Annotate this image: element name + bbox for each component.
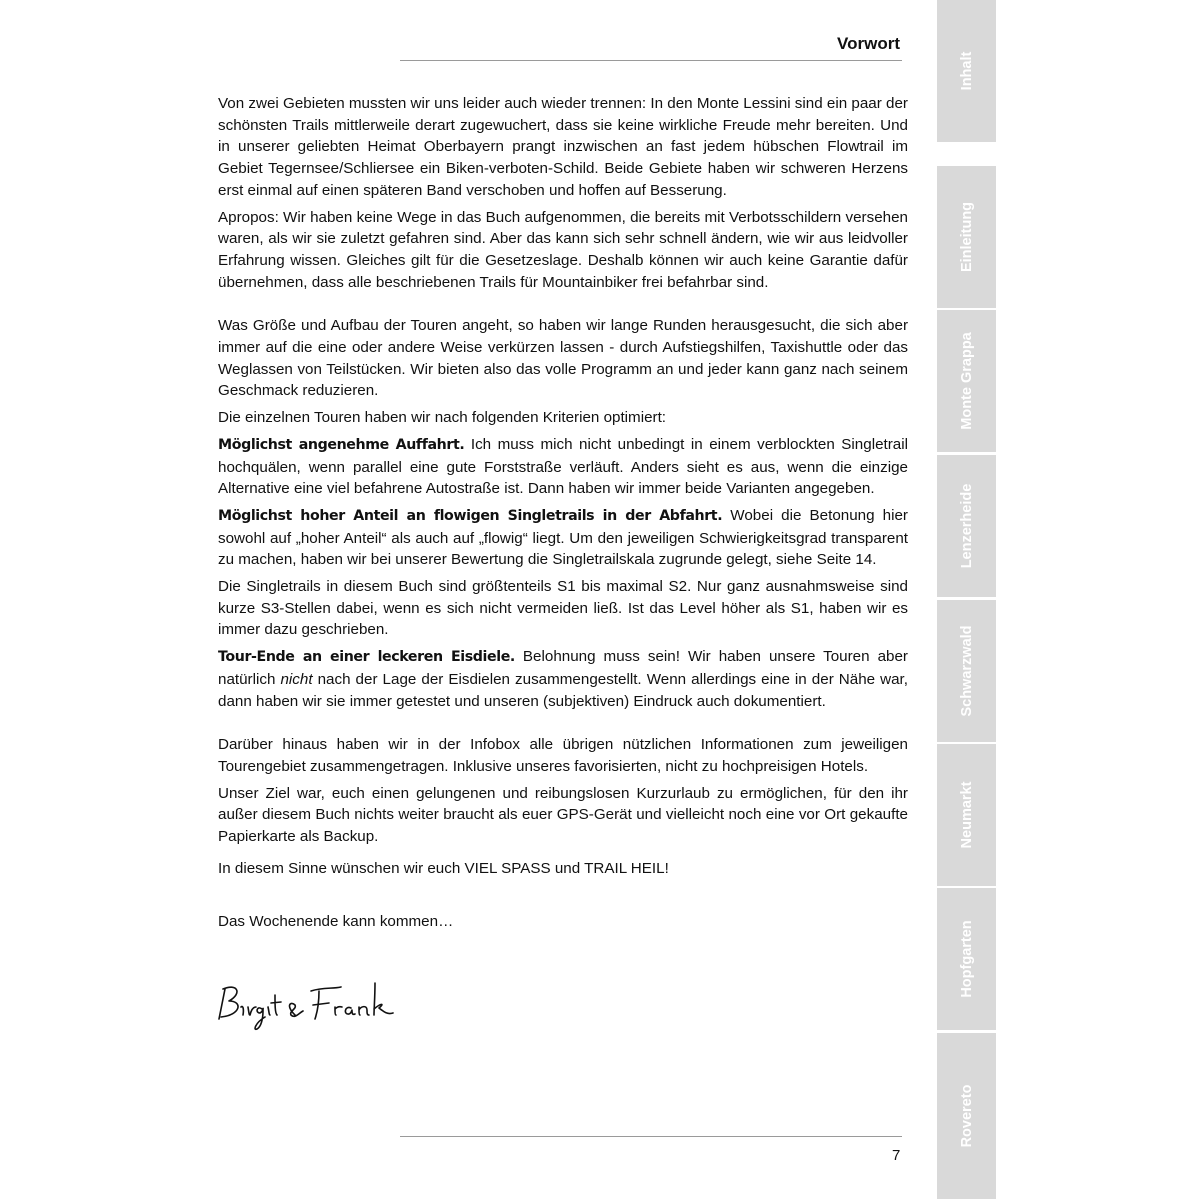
sidebar-tab-hopfgarten[interactable] — [937, 888, 996, 1031]
paragraph: Unser Ziel war, euch einen gelungenen und reibungslosen Kurzurlaub zu ermöglichen, für den ihr außer diesem Buch nichts weiter braucht als euer GPS-Gerät und vielleicht noch eine vor Ort gekaufte Papierkarte als Backup. — [218, 784, 908, 846]
criterion-heading: Möglichst hoher Anteil an flowigen Singletrails in der Abfahrt. — [218, 507, 723, 524]
sidebar-tab-label: Rovereto — [958, 1084, 975, 1148]
sidebar-tab-neumarkt[interactable] — [937, 744, 996, 887]
paragraph: Die einzelnen Touren haben wir nach folgenden Kriterien optimiert: — [218, 409, 667, 427]
paragraph: Das Wochenende kann kommen… — [218, 912, 454, 930]
sidebar-tab-label: Lenzerheide — [958, 483, 975, 569]
sidebar-tab-label: Hopfgarten — [958, 920, 975, 998]
chapter-sidebar — [937, 0, 996, 1200]
paragraph — [218, 646, 908, 712]
paragraph: In diesem Sinne wünschen wir euch VIEL SPASS und TRAIL HEIL! — [218, 859, 669, 877]
criterion-text: Ich muss mich nicht unbedingt in einem verblockten Singletrail hochquälen, wenn parallel eine gute Forststraße verläuft. Anders sieht es aus, wenn die einzige Alternative eine viel befahrene Autostraße ist. Dann haben wir immer beide Varianten angegeben. — [218, 435, 908, 498]
paragraph: Was Größe und Aufbau der Touren angeht, so haben wir lange Runden herausgesucht, die sich aber immer auf die eine oder andere Weise verkürzen lassen - durch Aufstiegshilfen, Taxishuttle oder das Weglassen von Teilstücken. Wir bieten also das volle Programm an und jeder kann ganz nach seinem Geschmack reduzieren. — [218, 317, 908, 400]
sidebar-tab-label: Inhalt — [958, 51, 975, 91]
paragraph: Apropos: Wir haben keine Wege in das Buch aufgenommen, die bereits mit Verbotsschildern versehen waren, als wir sie zuletzt gefahren sind. Aber das kann sich sehr schnell ändern, wie wir aus leidvoller Erfahrung wissen. Gleiches gilt für die Gesetzeslage. Deshalb können wir auch keine Garantie dafür übernehmen, dass alle beschriebenen Trails für Mountainbiker frei befahrbar sind. — [218, 208, 908, 291]
page-header-title: Vorwort — [837, 34, 900, 53]
header-rule — [400, 60, 902, 61]
paragraph: Die Singletrails in diesem Buch sind größtenteils S1 bis maximal S2. Nur ganz ausnahmsweise sind kurze S3-Stellen dabei, wenn es sich nicht vermeiden ließ. Ist das Level höher als S1, haben wir es immer dazu geschrieben. — [218, 578, 908, 639]
criterion-text: nach der Lage der Eisdielen zusammengestellt. Wenn allerdings eine in der Nähe war, dann haben wir sie immer getestet und unseren (subjektiven) Eindruck auch dokumentiert. — [218, 670, 908, 710]
sidebar-tab-label: Einleitung — [958, 201, 975, 273]
criterion-heading: Möglichst angenehme Auffahrt. — [218, 436, 465, 453]
signature-image — [215, 975, 415, 1035]
page-number: 7 — [892, 1147, 901, 1164]
sidebar-tab-schwarzwald[interactable] — [937, 600, 996, 743]
sidebar-tab-label: Neumarkt — [958, 781, 975, 849]
emphasis-text: nicht — [280, 670, 313, 688]
body-text — [218, 93, 908, 937]
criterion-text: Wobei die Betonung hier sowohl auf „hoher Anteil“ als auch auf „flowig“ liegt. Um den jeweiligen Schwierigkeitsgrad transparent zu machen, haben wir bei unserer Bewertung die Singletrailskala zugrunde gelegt, siehe Seite 14. — [218, 506, 908, 569]
sidebar-tab-rovereto[interactable] — [937, 1033, 996, 1200]
sidebar-tab-einleitung[interactable] — [937, 166, 996, 309]
paragraph: Darüber hinaus haben wir in der Infobox alle übrigen nützlichen Informationen zum jeweiligen Tourengebiet zusammengetragen. Inklusive unseres favorisierten, nicht zu hochpreisigen Hotels. — [218, 736, 908, 775]
sidebar-tab-lenzerheide[interactable] — [937, 455, 996, 598]
sidebar-tab-label: Schwarzwald — [958, 625, 975, 717]
sidebar-tab-inhalt[interactable] — [937, 0, 996, 143]
paragraph: Von zwei Gebieten mussten wir uns leider auch wieder trennen: In den Monte Lessini sind ein paar der schönsten Trails mittlerweile derart zugewuchert, dass sie keine wirkliche Freude mehr bereiten. Und in unserer geliebten Heimat Oberbayern prangt inzwischen an fast jedem hübschen Flowtrail im Gebiet Tegernsee/Schliersee ein Biken-verboten-Schild. Beide Gebiete haben wir schweren Herzens erst einmal auf einen späteren Band verschoben und hoffen auf Besserung. — [218, 95, 908, 199]
footer-rule — [400, 1136, 902, 1137]
criterion-text: Belohnung muss sein! Wir haben unsere Touren aber natürlich — [218, 648, 908, 688]
sidebar-tab-monte-grappa[interactable] — [937, 310, 996, 453]
sidebar-tab-label: Monte Grappa — [958, 332, 975, 430]
criterion-heading: Tour-Ende an einer leckeren Eisdiele. — [218, 649, 515, 666]
paragraph — [218, 505, 908, 571]
paragraph — [218, 434, 908, 500]
